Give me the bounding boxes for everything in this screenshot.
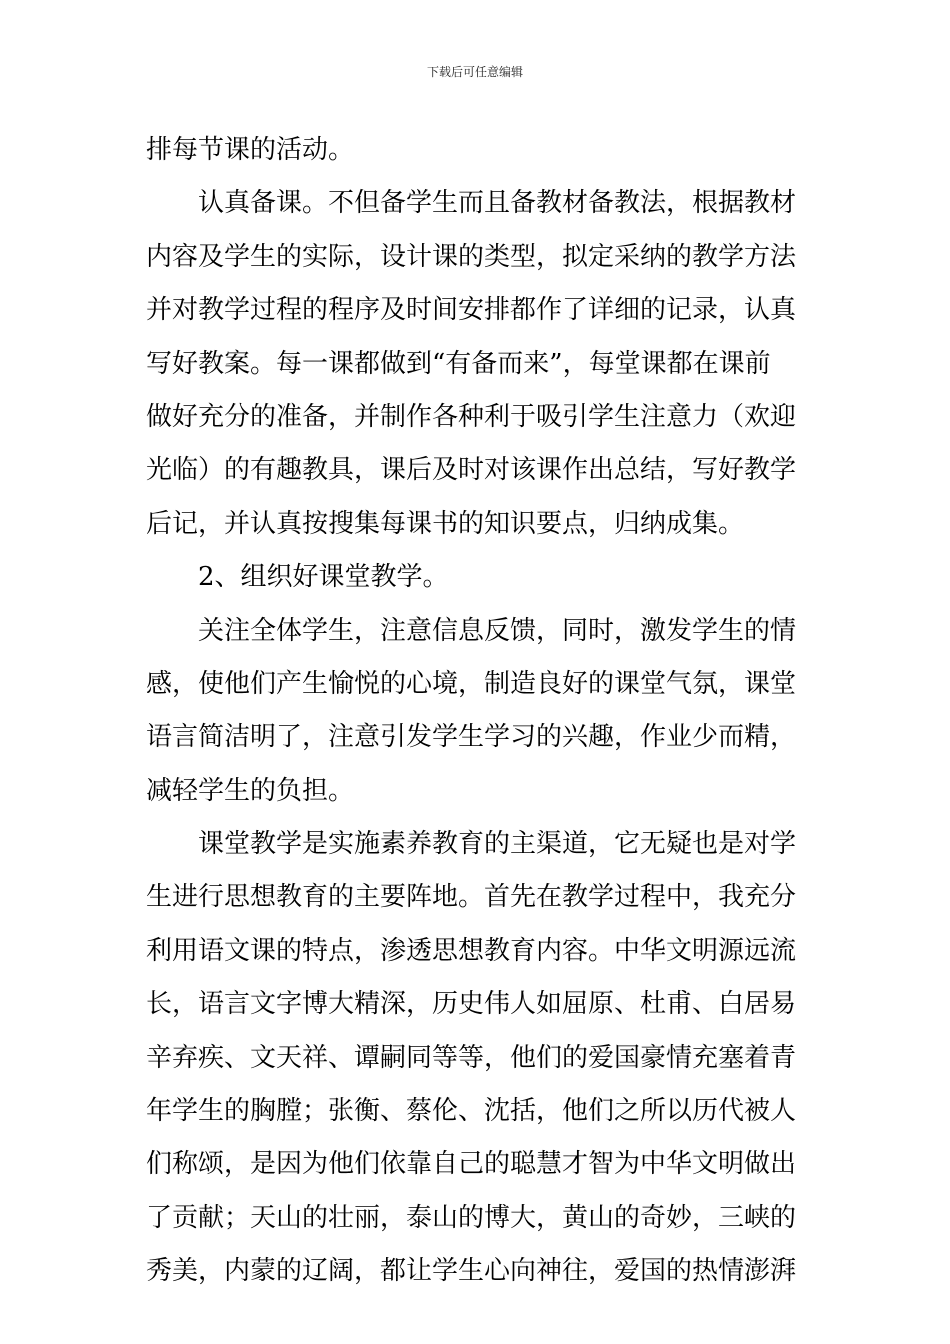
text-line: 课堂教学是实施素养教育的主渠道，它无疑也是对学 xyxy=(198,829,797,860)
text-line: 光临）的有趣教具，课后及时对该课作出总结，写好教学 xyxy=(146,455,797,486)
text-line: 并对教学过程的程序及时间安排都作了详细的记录，认真 xyxy=(146,295,797,326)
text-line: 认真备课。不但备学生而且备教材备教法，根据教材 xyxy=(198,188,797,219)
text-line: 内容及学生的实际，设计课的类型，拟定采纳的教学方法 xyxy=(146,241,797,272)
text-line: 排每节课的活动。 xyxy=(146,135,355,165)
text-line: 写好教案。每一课都做到“有备而来”，每堂课都在课前 xyxy=(146,348,771,379)
text-line: 关注全体学生，注意信息反馈，同时，激发学生的情 xyxy=(198,615,797,646)
text-line: 秀美，内蒙的辽阔，都让学生心向神往，爱国的热情澎湃 xyxy=(146,1256,797,1287)
section-heading: 2、组织好课堂教学。 xyxy=(198,562,449,593)
page-header: 下载后可任意编辑 xyxy=(426,65,523,79)
text-line: 利用语文课的特点，渗透思想教育内容。中华文明源远流 xyxy=(146,935,797,966)
text-line: 做好充分的准备，并制作各种利于吸引学生注意力（欢迎 xyxy=(146,401,797,432)
text-line: 年学生的胸膛；张衡、蔡伦、沈括，他们之所以历代被人 xyxy=(146,1096,797,1127)
text-line: 减轻学生的负担。 xyxy=(146,775,355,806)
text-line: 感，使他们产生愉悦的心境，制造良好的课堂气氛，课堂 xyxy=(146,668,797,699)
document-body xyxy=(146,124,810,1299)
text-line: 辛弃疾、文天祥、谭嗣同等等，他们的爱国豪情充塞着青 xyxy=(146,1042,797,1073)
text-line: 语言简洁明了，注意引发学生学习的兴趣，作业少而精， xyxy=(146,722,797,753)
text-line: 了贡献；天山的壮丽，泰山的博大，黄山的奇妙，三峡的 xyxy=(146,1202,797,1233)
text-line: 生进行思想教育的主要阵地。首先在教学过程中，我充分 xyxy=(146,882,797,913)
text-line: 后记，并认真按搜集每课书的知识要点，归纳成集。 xyxy=(146,508,745,539)
text-line: 们称颂，是因为他们依靠自己的聪慧才智为中华文明做出 xyxy=(146,1149,797,1180)
text-line: 长，语言文字博大精深，历史伟人如屈原、杜甫、白居易 xyxy=(146,989,797,1020)
